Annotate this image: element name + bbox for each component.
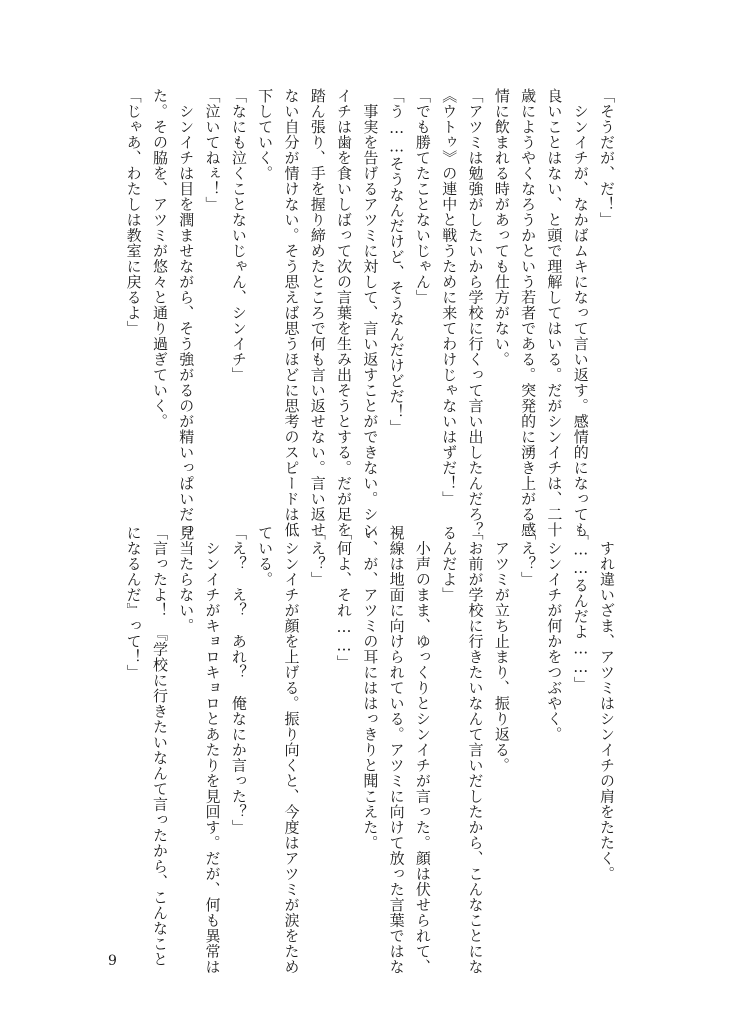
- text-line: 「アツミは勉強がしたいから学校に行くって言い出したんだろ？: [466, 88, 485, 538]
- text-line: ない自分が情けない。そう思えば思うほどに思考のスピードは低: [282, 88, 301, 538]
- vertical-text-block-upper: [110, 88, 620, 538]
- text-line: 「え？」: [308, 525, 327, 587]
- text-line: シンイチが顔を上げる。振り向くと、今度はアツミが涙をため: [282, 525, 301, 975]
- text-line: 「でも勝てたことないじゃん」: [413, 88, 432, 305]
- text-line: 下していく。: [256, 88, 275, 181]
- text-line: シンイチが何かをつぶやく。: [545, 525, 564, 742]
- text-line: るんだよ」: [440, 525, 459, 603]
- text-line: 小声のまま、ゆっくりとシンイチが言った。顔は伏せられて、: [413, 525, 432, 975]
- text-line: い、が、アツミの耳にははっきりと聞こえた。: [361, 525, 380, 851]
- text-line: 「そうだが、だ！」: [598, 88, 616, 228]
- text-line: 「……るんだよ……」: [571, 525, 590, 692]
- text-line: 良いことはない、と頭で理解してはいる。だがシンイチは、二十: [545, 88, 564, 538]
- text-line: アツミが立ち止まり、振り返る。: [492, 525, 511, 773]
- text-line: シンイチは目を潤ませながら、そう強がるのが精いっぱいだっ: [177, 88, 196, 538]
- text-line: 「言ったよ！ 『学校に行きたいなんて言ったから、こんなこと: [150, 525, 169, 967]
- text-line: 「何よ、それ……」: [335, 525, 354, 671]
- text-line: 視線は地面に向けられている。アツミに向けて放った言葉ではな: [387, 525, 406, 975]
- text-line: 情に飲まれる時があっても仕方がない。: [492, 88, 511, 367]
- text-line: になるんだ』って！」: [124, 525, 143, 680]
- text-line: ている。: [256, 525, 275, 587]
- text-line: 踏ん張り、手を握り締めたところで何も言い返せない。言い返せ: [308, 88, 327, 538]
- vertical-text-block-lower: [110, 525, 620, 975]
- text-line: た。その脇を、アツミが悠々と通り過ぎていく。: [150, 88, 169, 429]
- text-line: すれ違いざま、アツミはシンイチの肩をたたく。: [598, 525, 616, 882]
- text-line: 「じゃあ、わたしは教室に戻るよ」: [124, 88, 143, 336]
- text-line: 「う……そうなんだけど、そうなんだけどだ！」: [387, 88, 406, 435]
- text-line: 「お前が学校に行きたいなんて言いだしたから、こんなことにな: [466, 525, 485, 975]
- text-line: シンイチが、なかばムキになって言い返す。感情的になっても: [571, 88, 590, 538]
- text-line: シンイチがキョロキョロとあたりを見回す。だが、何も異常は: [203, 525, 222, 975]
- text-line: 「泣いてねぇ！」: [203, 88, 222, 212]
- text-line: 歳にようやくなろうかという若者である。突発的に湧き上がる感: [519, 88, 538, 538]
- text-line: 見当たらない。: [177, 525, 196, 634]
- text-line: 「え？ え？ あれ？ 俺なにか言った？」: [229, 525, 248, 835]
- text-line: 「え？」: [519, 525, 538, 587]
- text-line: 事実を告げるアツミに対して、言い返すことができない。シン: [361, 88, 380, 538]
- text-line: イチは歯を食いしばって次の言葉を生み出そうとする。だが足を: [335, 88, 354, 538]
- text-line: 「なにも泣くことないじゃん、シンイチ」: [229, 88, 248, 383]
- text-line: 《ウトゥ》の連中と戦うために来てわけじゃないはずだ！」: [440, 88, 459, 507]
- page-number: 9: [108, 953, 117, 969]
